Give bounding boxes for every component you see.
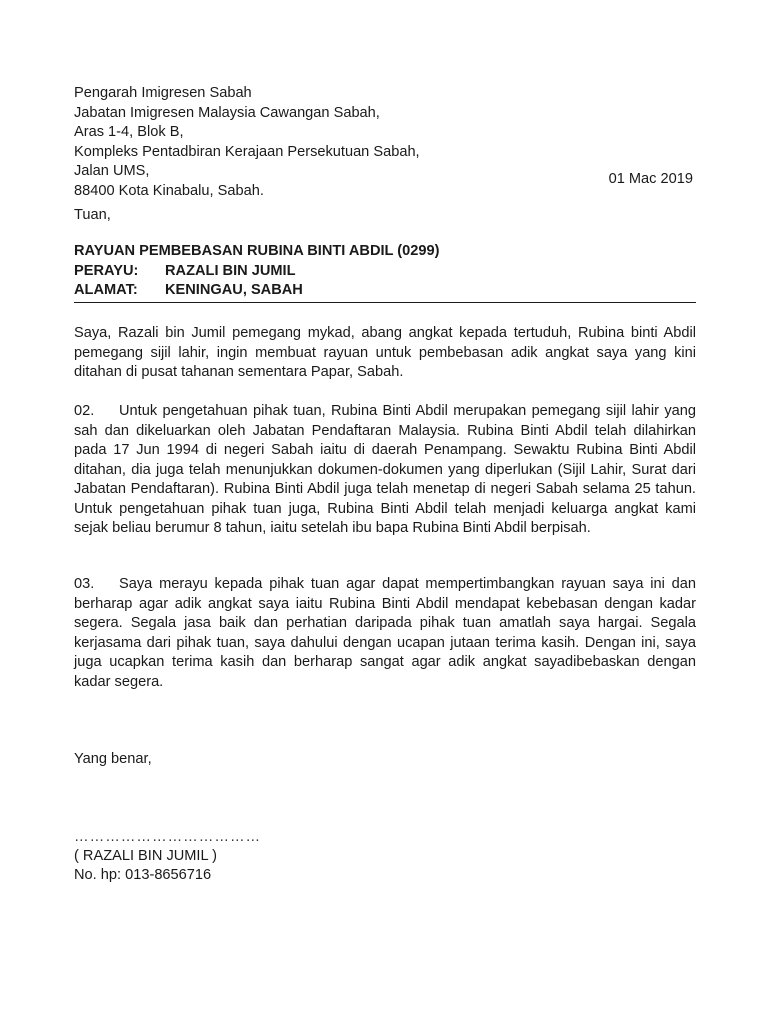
paragraph-1: Saya, Razali bin Jumil pemegang mykad, abang angkat kepada tertuduh, Rubina binti Abdil pemegang sijil lahir, ingin membuat rayuan untuk pembebasan adik angkat saya yang kini ditahan di pusat tahanan sementara Papar, Sabah.	[74, 325, 696, 380]
subject-divider	[74, 302, 696, 303]
subject-block	[74, 242, 696, 301]
address-line: Jabatan Imigresen Malaysia Cawangan Sabah,	[74, 104, 380, 121]
address-line: Kompleks Pentadbiran Kerajaan Persekutuan Sabah,	[74, 143, 420, 160]
salutation: Tuan,	[74, 207, 111, 223]
address-line: 88400 Kota Kinabalu, Sabah.	[74, 182, 264, 199]
signatory-name: ( RAZALI BIN JUMIL )	[74, 848, 217, 864]
alamat-label: ALAMAT:	[74, 282, 138, 298]
paragraph-3-text: Saya merayu kepada pihak tuan agar dapat mempertimbangkan rayuan saya ini dan berharap agar adik angkat saya iaitu Rubina Binti Abdil mendapat kebebasan dengan kadar segera. Segala jasa baik dan perhatian daripada pihak tuan amatlah saya hargai. Segala kerjasama dari pihak tuan, saya dahului dengan ucapan jutaan terima kasih. Dengan ini, saya juga ucapkan terima kasih dan berharap sangat agar adik angkat sayadibebaskan dengan kadar segera.	[74, 576, 696, 690]
signature-line: ………………………………	[74, 829, 262, 845]
address-line: Aras 1-4, Blok B,	[74, 124, 184, 140]
alamat-value: KENINGAU, SABAH	[165, 282, 303, 298]
perayu-label: PERAYU:	[74, 262, 139, 279]
perayu-row	[74, 262, 696, 282]
closing: Yang benar,	[74, 751, 152, 767]
paragraph-number: 03.	[74, 576, 95, 592]
letter-date: 01 Mac 2019	[608, 171, 693, 187]
paragraph-number: 02.	[74, 403, 95, 419]
perayu-value: RAZALI BIN JUMIL	[165, 262, 296, 279]
address-line: Pengarah Imigresen Sabah	[74, 85, 252, 101]
address-line: Jalan UMS,	[74, 163, 150, 179]
paragraph-2-text: Untuk pengetahuan pihak tuan, Rubina Binti Abdil merupakan pemegang sijil lahir yang sah dan dikeluarkan oleh Jabatan Pendaftaran Malaysia. Rubina Binti Abdil telah dilahirkan pada 17 Jun 1994 di negeri Sabah iaitu di daerah Penampang. Sewaktu Rubina Binti Abdil ditahan, dia juga telah menunjukkan dokumen-dokumen yang diperlukan (Sijil Lahir, Surat dari Jabatan Pendaftaran). Rubina Binti Abdil juga telah menetap di negeri Sabah selama 25 tahun. Untuk pengetahuan pihak tuan juga, Rubina Binti Abdil telah menjadi keluarga angkat kami sejak beliau berumur 8 tahun, iaitu setelah ibu bapa Rubina Binti Abdil berpisah.	[74, 403, 696, 536]
alamat-row	[74, 281, 696, 301]
paragraph-3	[74, 575, 696, 692]
paragraph-2	[74, 402, 696, 539]
phone-number: No. hp: 013-8656716	[74, 867, 212, 883]
recipient-address	[74, 84, 696, 201]
subject-title: RAYUAN PEMBEBASAN RUBINA BINTI ABDIL (0299)	[74, 243, 440, 259]
